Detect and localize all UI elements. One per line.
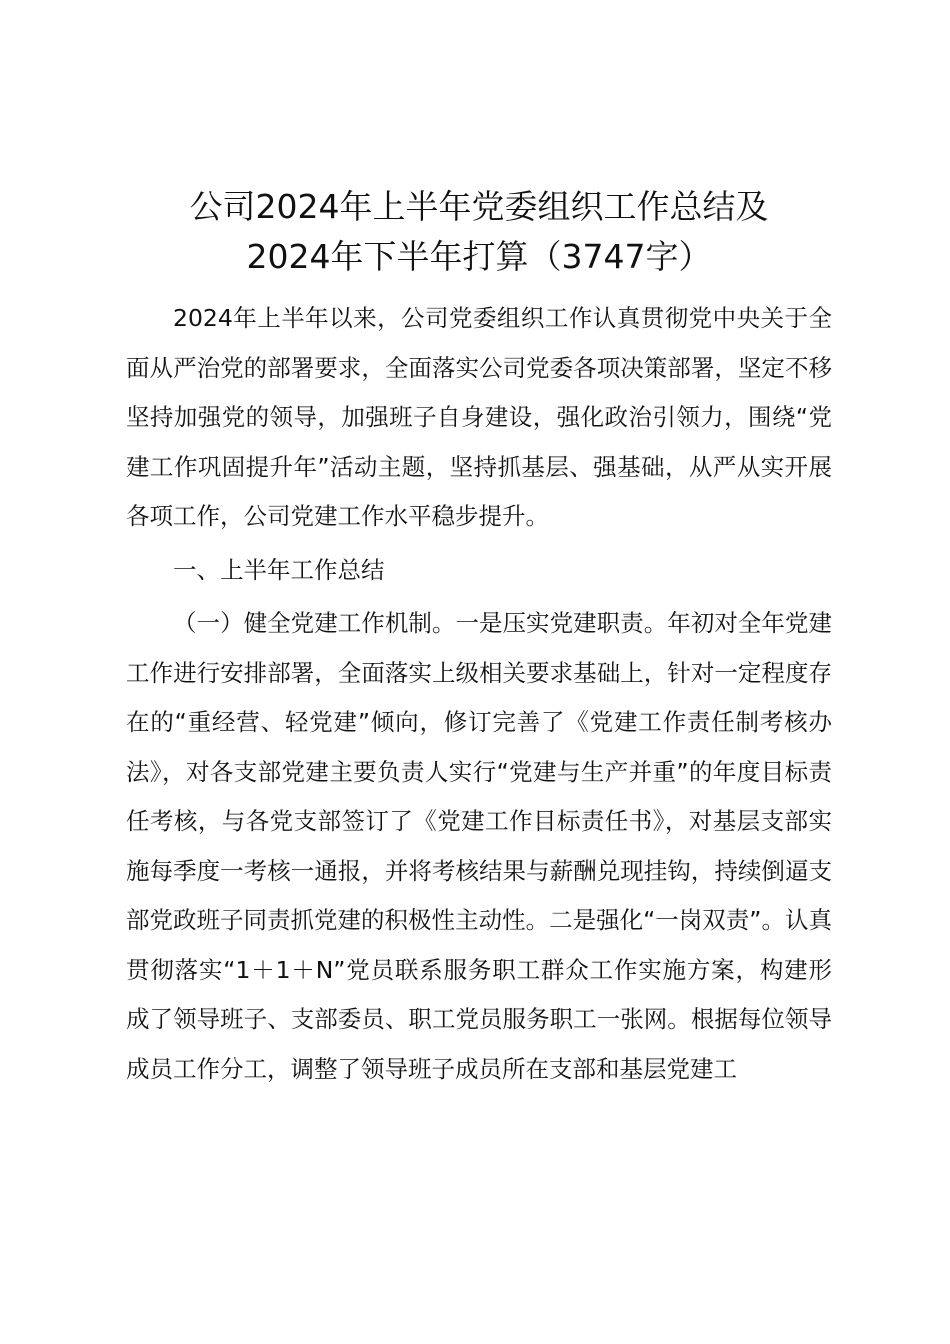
body-paragraph: （一）健全党建工作机制。一是压实党建职责。年初对全年党建工作进行安排部署，全面落实上级相关要求基础上，针对一定程度存在的“重经营、轻党建”倾向，修订完善了《党建工作责任制考核办法》，对各支部党建主要负责人实行“党建与生产并重”的年度目标责任考核，与各党支部签订了《党建工作目标责任书》，对基层支部实施每季度一考核一通报，并将考核结果与薪酬兑现挂钩，持续倒逼支部党政班子同责抓党建的积极性主动性。二是强化“一岗双责”。认真贯彻落实“1＋1＋N”党员联系服务职工群众工作实施方案，构建形成了领导班子、支部委员、职工党员服务职工一张网。根据每位领导成员工作分工，调整了领导班子成员所在支部和基层党建工 <box>126 609 832 1083</box>
title-line-1: 公司2024年上半年党委组织工作总结及 <box>189 187 769 226</box>
section-heading: 一、上半年工作总结 <box>173 555 385 584</box>
document-title <box>126 182 832 282</box>
intro-paragraph: 2024年上半年以来，公司党委组织工作认真贯彻党中央关于全面从严治党的部署要求，全面落实公司党委各项决策部署，坚定不移坚持加强党的领导，加强班子自身建设，强化政治引领力，围绕“党建工作巩固提升年”活动主题，坚持抓基层、强基础，从严从实开展各项工作，公司党建工作水平稳步提升。 <box>126 304 832 530</box>
document-page <box>126 182 832 1094</box>
title-line-2: 2024年下半年打算（3747字） <box>246 237 712 276</box>
